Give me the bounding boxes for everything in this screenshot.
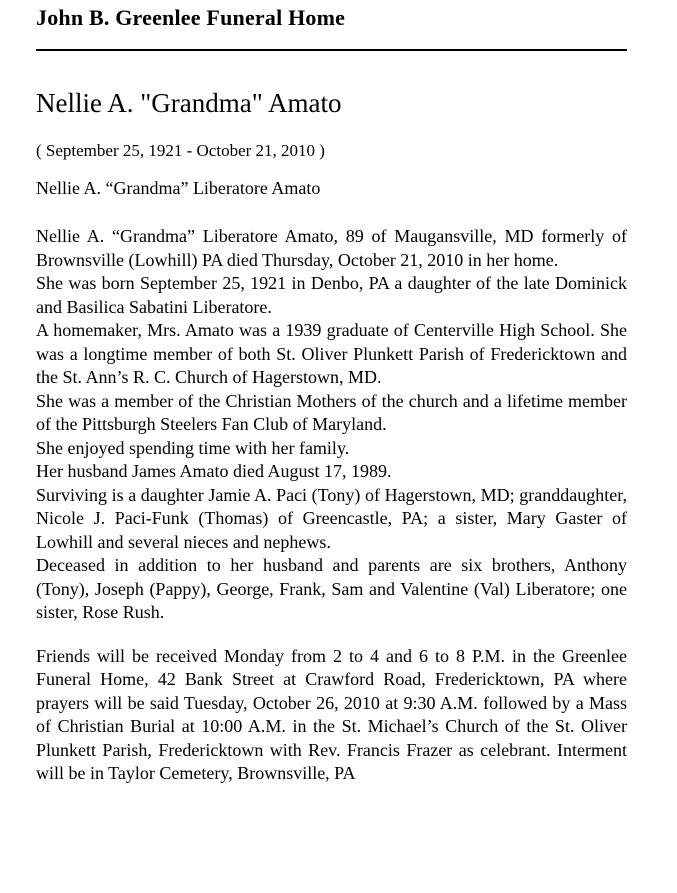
life-dates: ( September 25, 1921 - October 21, 2010 ): [36, 141, 325, 160]
service-details-paragraph: Friends will be received Monday from 2 to 4 and 6 to 8 P.M. in the Greenlee Funeral Home, 42 Bank Street at Crawford Road, Fredericktown, PA where prayers will be said Tuesday, October 26, 2010 at 9:30 A.M. followed by a Mass of Christian Burial at 10:00 A.M. in the St. Michael’s Church of the St. Oliver Plunkett Parish, Fredericktown with Rev. Francis Frazer as celebrant. Interment will be in Taylor Cemetery, Brownsville, PA: [36, 645, 627, 783]
obituary-paragraph: She was a member of the Christian Mothers of the church and a lifetime member of the Pittsburgh Steelers Fan Club of Maryland.: [36, 390, 627, 434]
deceased-name-heading: Nellie A. "Grandma" Amato: [36, 88, 342, 118]
obituary-paragraph: She was born September 25, 1921 in Denbo, PA a daughter of the late Dominick and Basilica Sabatini Liberatore.: [36, 273, 627, 317]
deceased-full-name: Nellie A. “Grandma” Liberatore Amato: [36, 178, 321, 198]
obituary-paragraph: She enjoyed spending time with her family.: [36, 437, 350, 458]
page-header: [36, 4, 627, 51]
obituary-paragraph: Her husband James Amato died August 17, 1989.: [36, 461, 392, 481]
header-divider: [36, 49, 627, 51]
obituary-paragraph: Deceased in addition to her husband and parents are six brothers, Anthony (Tony), Joseph (Pappy), George, Frank, Sam and Valentine (Val) Liberatore; one sister, Rose Rush.: [36, 555, 627, 622]
obituary-paragraph: A homemaker, Mrs. Amato was a 1939 graduate of Centerville High School. She was a longtime member of both St. Oliver Plunkett Parish of Fredericktown and the St. Ann’s R. C. Church of Hagerstown, MD.: [36, 320, 627, 387]
obituary-text: [36, 225, 627, 786]
obituary-paragraph: Nellie A. “Grandma” Liberatore Amato, 89 of Maugansville, MD formerly of Brownsville (Lowhill) PA died Thursday, October 21, 2010 in her home.: [36, 226, 627, 270]
obituary-paragraph: Surviving is a daughter Jamie A. Paci (Tony) of Hagerstown, MD; granddaughter, Nicole J. Paci-Funk (Thomas) of Greencastle, PA; a sister, Mary Gaster of Lowhill and several nieces and nephews.: [36, 484, 627, 552]
obituary-content: [36, 87, 627, 786]
funeral-home-title: John B. Greenlee Funeral Home: [36, 5, 346, 30]
